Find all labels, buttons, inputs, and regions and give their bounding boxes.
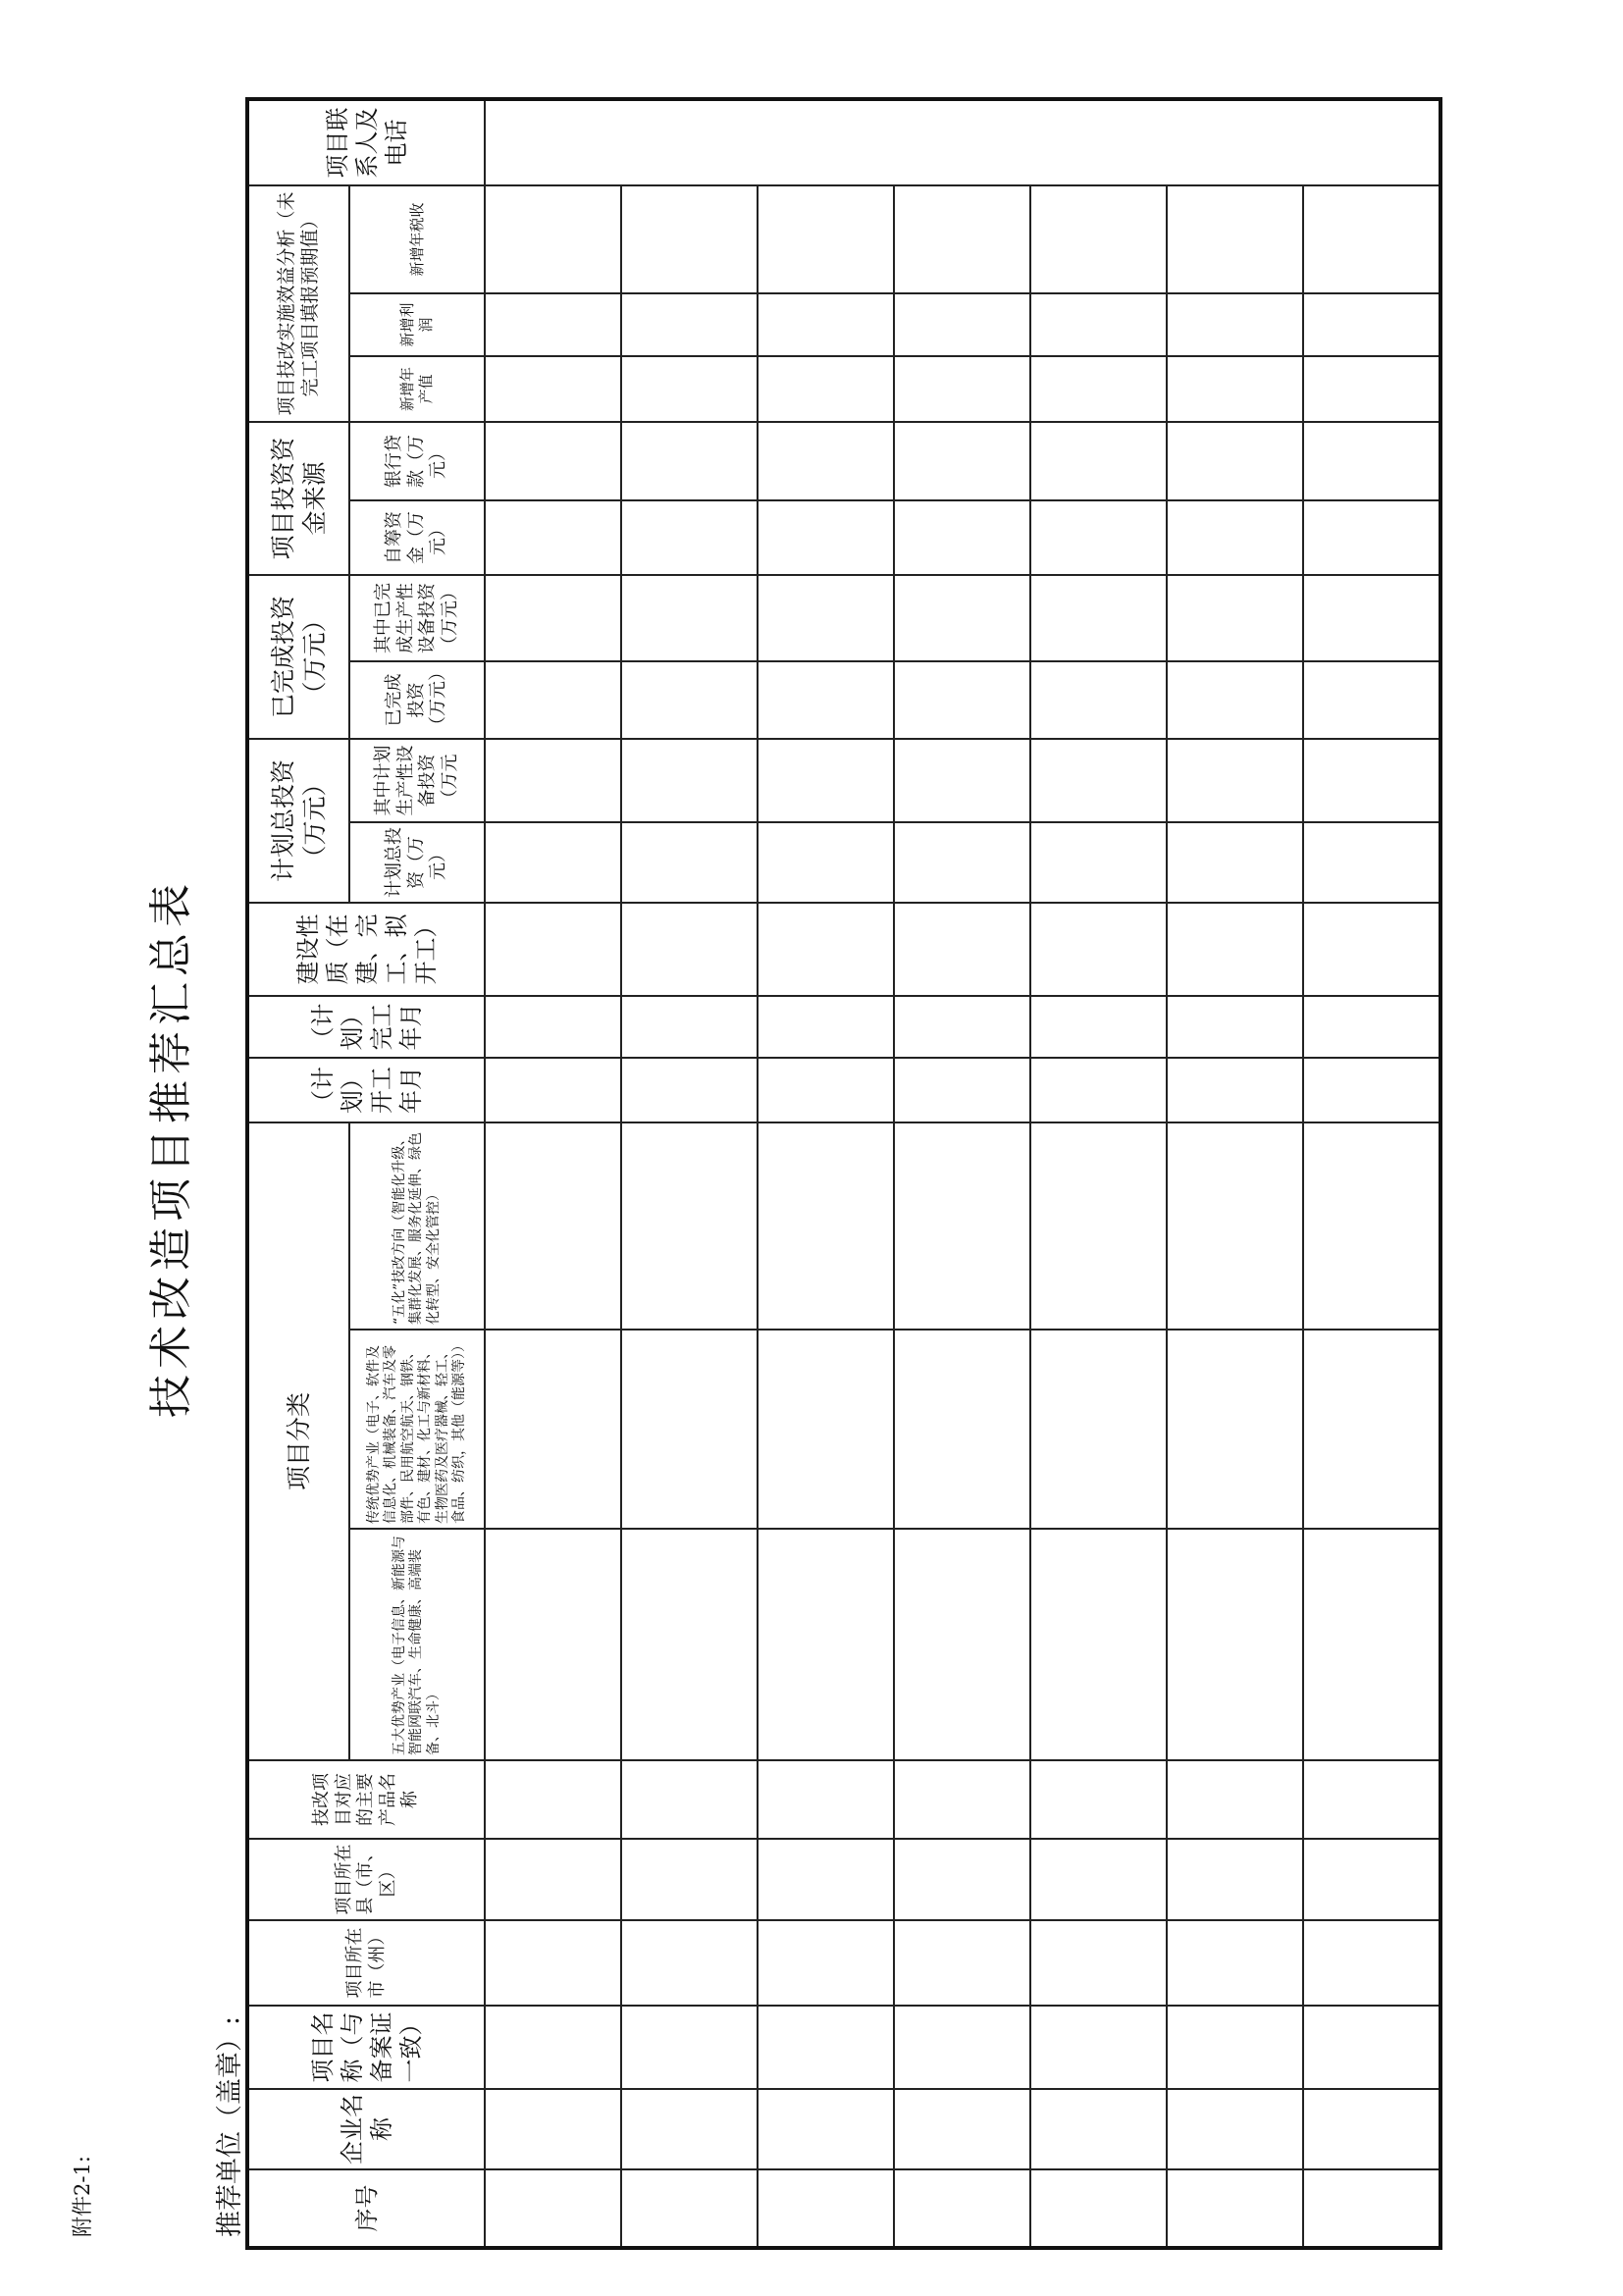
table-cell[interactable] <box>894 293 1030 356</box>
table-cell[interactable] <box>485 2006 621 2089</box>
table-cell[interactable] <box>894 903 1030 996</box>
table-cell[interactable] <box>1030 739 1167 822</box>
header-planned-start: （计划）开工年月 <box>247 1058 485 1122</box>
table-cell[interactable] <box>621 422 758 500</box>
recommending-unit-label: 推荐单位（盖章）: <box>215 2015 245 2237</box>
table-cell[interactable] <box>758 1920 894 2006</box>
header-serial-no: 序号 <box>247 2169 485 2248</box>
table-cell[interactable] <box>1030 356 1167 422</box>
table-cell[interactable] <box>621 1760 758 1839</box>
table-cell[interactable] <box>485 1760 621 1839</box>
table-cell[interactable] <box>758 1122 894 1330</box>
table-cell[interactable] <box>485 356 621 422</box>
table-cell[interactable] <box>621 1330 758 1529</box>
table-cell[interactable] <box>485 1529 621 1760</box>
table-cell[interactable] <box>1303 2169 1440 2248</box>
table-cell[interactable] <box>1167 1920 1303 2006</box>
table-cell[interactable] <box>758 2169 894 2248</box>
table-cell[interactable] <box>1167 661 1303 739</box>
table-cell[interactable] <box>485 739 621 822</box>
table-cell[interactable] <box>1167 356 1303 422</box>
table-cell[interactable] <box>1303 1529 1440 1760</box>
table-cell[interactable] <box>1303 1920 1440 2006</box>
table-cell[interactable] <box>1303 822 1440 903</box>
table-row <box>1167 99 1303 2248</box>
table-cell[interactable] <box>1303 356 1440 422</box>
header-county: 项目所在县（市、区） <box>247 1839 485 1920</box>
header-planned-investment-group: 计划总投资（万元） <box>247 739 349 903</box>
table-cell[interactable] <box>758 422 894 500</box>
header-funding-source-group: 项目投资资金来源 <box>247 422 349 575</box>
header-planned-completion: （计划）完工年月 <box>247 996 485 1058</box>
table-cell[interactable] <box>1030 1122 1167 1330</box>
header-main-product: 技改项目对应的主要产品名称 <box>247 1760 485 1839</box>
header-planned-total: 计划总投资（万元） <box>349 822 485 903</box>
table-cell[interactable] <box>485 422 621 500</box>
table-cell[interactable] <box>1030 2169 1167 2248</box>
header-category-five-modern: “五化”技改方向（智能化升级、集群化发展、服务化延伸、绿色化转型、安全化管控） <box>349 1122 485 1330</box>
table-cell[interactable] <box>485 2169 621 2248</box>
table-row <box>1303 99 1440 2248</box>
table-row <box>485 99 621 2248</box>
table-cell[interactable] <box>1030 1760 1167 1839</box>
header-row-group <box>247 99 349 2248</box>
table-cell[interactable] <box>1303 1760 1440 1839</box>
table-cell[interactable] <box>485 185 621 293</box>
table-cell[interactable] <box>485 1058 621 1122</box>
table-cell[interactable] <box>621 185 758 293</box>
table-cell[interactable] <box>758 996 894 1058</box>
table-cell[interactable] <box>485 1330 621 1529</box>
table-cell[interactable] <box>1303 1839 1440 1920</box>
header-new-profit: 新增利润 <box>349 293 485 356</box>
table-cell[interactable] <box>1303 2089 1440 2169</box>
table-cell[interactable] <box>894 1839 1030 1920</box>
table-cell[interactable] <box>1303 1330 1440 1529</box>
table-cell[interactable] <box>758 1058 894 1122</box>
table-cell[interactable] <box>1303 1058 1440 1122</box>
table-cell[interactable] <box>621 356 758 422</box>
header-project-name: 项目名称（与备案证一致） <box>247 2006 485 2089</box>
table-cell[interactable] <box>1167 903 1303 996</box>
table-cell[interactable] <box>894 1058 1030 1122</box>
table-cell[interactable] <box>1303 185 1440 293</box>
table-cell[interactable] <box>621 903 758 996</box>
table-cell[interactable] <box>894 422 1030 500</box>
table-cell[interactable] <box>1030 2089 1167 2169</box>
table-cell[interactable] <box>894 1330 1030 1529</box>
table-cell[interactable] <box>758 903 894 996</box>
table-cell[interactable] <box>758 1330 894 1529</box>
table-cell[interactable] <box>1303 500 1440 575</box>
table-cell[interactable] <box>1030 822 1167 903</box>
table-cell[interactable] <box>1030 185 1167 293</box>
header-category-group: 项目分类 <box>247 1122 349 1760</box>
table-cell[interactable] <box>894 1122 1030 1330</box>
table-cell[interactable] <box>758 2089 894 2169</box>
table-cell[interactable] <box>894 500 1030 575</box>
table-cell[interactable] <box>621 2169 758 2248</box>
header-contact: 项目联系人及电话 <box>247 99 485 185</box>
table-cell[interactable] <box>1167 1330 1303 1529</box>
table-cell[interactable] <box>485 661 621 739</box>
table-cell[interactable] <box>1167 996 1303 1058</box>
table-row <box>894 99 1030 2248</box>
table-cell[interactable] <box>1030 422 1167 500</box>
table-cell[interactable] <box>1030 2006 1167 2089</box>
table-cell[interactable] <box>1303 1122 1440 1330</box>
table-cell[interactable] <box>1167 422 1303 500</box>
header-bank-loan: 银行贷款（万元） <box>349 422 485 500</box>
header-completed-equipment: 其中已完成生产性设备投资（万元） <box>349 575 485 661</box>
table-cell[interactable] <box>894 996 1030 1058</box>
table-cell[interactable] <box>621 1122 758 1330</box>
annex-label: 附件2-1: <box>71 2156 94 2237</box>
table-cell[interactable] <box>621 822 758 903</box>
table-cell[interactable] <box>894 2169 1030 2248</box>
table-cell[interactable] <box>1303 739 1440 822</box>
table-cell[interactable] <box>1303 903 1440 996</box>
header-new-tax: 新增年税收 <box>349 185 485 293</box>
table-cell[interactable] <box>621 661 758 739</box>
header-benefit-group: 项目技改实施效益分析（未完工项目填报预期值） <box>247 185 349 422</box>
table-row <box>621 99 758 2248</box>
table-cell[interactable] <box>621 739 758 822</box>
table-cell[interactable] <box>621 575 758 661</box>
table-cell[interactable] <box>621 1839 758 1920</box>
table-cell[interactable] <box>758 661 894 739</box>
table-cell[interactable] <box>1167 739 1303 822</box>
header-completed-investment-group: 已完成投资（万元） <box>247 575 349 739</box>
table-cell[interactable] <box>1303 2006 1440 2089</box>
table-cell[interactable] <box>894 185 1030 293</box>
table-cell[interactable] <box>621 500 758 575</box>
header-completed-total: 已完成投资（万元） <box>349 661 485 739</box>
page-title: 技术改造项目推荐汇总表 <box>146 878 196 1418</box>
header-company-name: 企业名称 <box>247 2089 485 2169</box>
table-cell[interactable] <box>621 2089 758 2169</box>
table-cell[interactable] <box>1030 1058 1167 1122</box>
table-cell[interactable] <box>1030 293 1167 356</box>
table-cell[interactable] <box>485 575 621 661</box>
table-cell[interactable] <box>621 293 758 356</box>
table-cell[interactable] <box>1303 996 1440 1058</box>
table-cell[interactable] <box>621 1529 758 1760</box>
table-cell[interactable] <box>1167 822 1303 903</box>
header-category-traditional: 传统优势产业（电子、软件及信息化、机械装备、汽车及零部件、民用航空航天、钢铁、有色、建材、化工与新材料、生物医药及医疗器械、轻工、食品、纺织，其他（能源等）） <box>349 1330 485 1529</box>
table-cell[interactable] <box>1030 1920 1167 2006</box>
table-cell[interactable] <box>485 1122 621 1330</box>
table-cell[interactable] <box>1167 2006 1303 2089</box>
table-cell[interactable] <box>1030 903 1167 996</box>
table-cell[interactable] <box>1167 1529 1303 1760</box>
table-cell[interactable] <box>621 996 758 1058</box>
table-cell[interactable] <box>485 903 621 996</box>
table-cell[interactable] <box>894 739 1030 822</box>
table-cell[interactable] <box>894 1920 1030 2006</box>
table-cell[interactable] <box>485 2089 621 2169</box>
table-cell[interactable] <box>1030 996 1167 1058</box>
table-cell[interactable] <box>894 1760 1030 1839</box>
table-cell[interactable] <box>758 293 894 356</box>
table-cell[interactable] <box>1167 500 1303 575</box>
table-cell[interactable] <box>1167 1122 1303 1330</box>
table-cell[interactable] <box>621 2006 758 2089</box>
header-city: 项目所在市（州） <box>247 1920 485 2006</box>
table-cell[interactable] <box>758 2006 894 2089</box>
table-cell[interactable] <box>894 1529 1030 1760</box>
table-cell[interactable] <box>485 293 621 356</box>
table-cell[interactable] <box>1030 575 1167 661</box>
table-cell[interactable] <box>621 1920 758 2006</box>
table-cell[interactable] <box>485 822 621 903</box>
table-cell[interactable] <box>1167 2089 1303 2169</box>
table-cell[interactable] <box>1167 1058 1303 1122</box>
table-cell[interactable] <box>485 1920 621 2006</box>
table-cell[interactable] <box>1167 575 1303 661</box>
table-cell[interactable] <box>1167 293 1303 356</box>
header-category-five: 五大优势产业（电子信息、新能源与智能网联汽车、生命健康、高端装备、北斗） <box>349 1529 485 1760</box>
table-cell[interactable] <box>1303 661 1440 739</box>
table-cell[interactable] <box>1030 661 1167 739</box>
table-cell[interactable] <box>758 1839 894 1920</box>
table-cell[interactable] <box>485 996 621 1058</box>
table-cell[interactable] <box>894 661 1030 739</box>
table-cell[interactable] <box>1167 2169 1303 2248</box>
table-cell[interactable] <box>758 500 894 575</box>
table-cell[interactable] <box>758 185 894 293</box>
table-cell[interactable] <box>1030 1330 1167 1529</box>
table-row <box>758 99 894 2248</box>
header-planned-equipment: 其中计划生产性设备投资（万元 <box>349 739 485 822</box>
table-row <box>1030 99 1167 2248</box>
header-self-raised: 自筹资金（万元） <box>349 500 485 575</box>
table-cell[interactable] <box>1030 1529 1167 1760</box>
table-cell[interactable] <box>1030 1839 1167 1920</box>
table-cell[interactable] <box>1303 575 1440 661</box>
header-construction-nature: 建设性质（在建、完工、拟开工） <box>247 903 485 996</box>
table-cell[interactable] <box>894 822 1030 903</box>
table-cell[interactable] <box>485 1839 621 1920</box>
table-cell[interactable] <box>1030 500 1167 575</box>
table-cell[interactable] <box>758 1529 894 1760</box>
table-cell[interactable] <box>1303 422 1440 500</box>
summary-table <box>245 97 1442 2250</box>
table-cell[interactable] <box>1167 1760 1303 1839</box>
table-cell[interactable] <box>758 575 894 661</box>
table-cell[interactable] <box>894 2089 1030 2169</box>
table-cell[interactable] <box>1303 293 1440 356</box>
header-new-output: 新增年产值 <box>349 356 485 422</box>
table-cell[interactable] <box>758 356 894 422</box>
table-cell[interactable] <box>758 1760 894 1839</box>
table-cell[interactable] <box>758 822 894 903</box>
table-cell[interactable] <box>894 2006 1030 2089</box>
table-cell[interactable] <box>621 1058 758 1122</box>
table-cell[interactable] <box>1167 185 1303 293</box>
table-cell[interactable] <box>894 575 1030 661</box>
table-cell[interactable] <box>758 739 894 822</box>
table-cell[interactable] <box>894 356 1030 422</box>
table-cell[interactable] <box>1167 1839 1303 1920</box>
table-cell[interactable] <box>485 500 621 575</box>
